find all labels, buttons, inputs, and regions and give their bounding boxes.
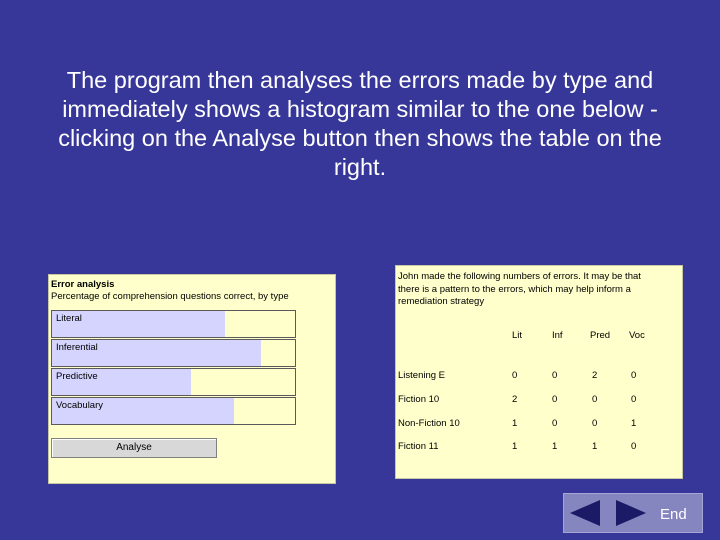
table-cell: 1 [512,441,518,452]
table-cell: 0 [512,370,518,381]
table-cell: 0 [631,441,637,452]
table-cell: 2 [512,394,518,405]
row-name: Fiction 10 [398,394,440,405]
table-cell: 0 [631,370,637,381]
triangle-left-icon[interactable] [567,498,603,528]
error-analysis-title: Error analysis [51,279,115,290]
table-cell: 0 [552,370,558,381]
bar-label-inferential: Inferential [56,342,98,353]
error-table-panel [395,265,683,479]
table-cell: 0 [592,394,598,405]
table-cell: 0 [552,394,558,405]
table-cell: 1 [592,441,598,452]
end-link[interactable]: End [660,506,687,523]
table-cell: 0 [592,418,598,429]
bar-label-literal: Literal [56,313,82,324]
column-header-lit: Lit [512,330,523,341]
column-header-inf: Inf [552,330,563,341]
row-name: Fiction 11 [398,441,439,452]
table-cell: 1 [552,441,558,452]
triangle-right-icon[interactable] [613,498,649,528]
slide-navigation [563,493,703,533]
table-cell: 2 [592,370,598,381]
table-cell: 0 [631,394,637,405]
slide-headline: The program then analyses the errors made by type and immediately shows a histogram similar to the one below - clicking on the Analyse button then shows the table on the right. [58,67,662,180]
analyse-button[interactable]: Analyse [51,438,217,458]
row-name: Listening E [398,370,446,381]
bar-row-literal [51,310,296,338]
bar-row-predictive [51,368,296,396]
error-table-intro: John made the following numbers of errors. It may be that there is a pattern to the errors, which may help inform a remediation strategy [398,271,641,307]
error-analysis-subtitle: Percentage of comprehension questions correct, by type [51,291,289,302]
column-header-voc: Voc [629,330,645,341]
table-cell: 1 [512,418,518,429]
table-cell: 1 [631,418,637,429]
row-name: Non-Fiction 10 [398,418,460,429]
bar-row-inferential [51,339,296,367]
error-analysis-panel [48,274,336,484]
table-cell: 0 [552,418,558,429]
bar-label-vocabulary: Vocabulary [56,400,104,411]
bar-row-vocabulary [51,397,296,425]
bar-label-predictive: Predictive [56,371,98,382]
column-header-pred: Pred [590,330,611,341]
